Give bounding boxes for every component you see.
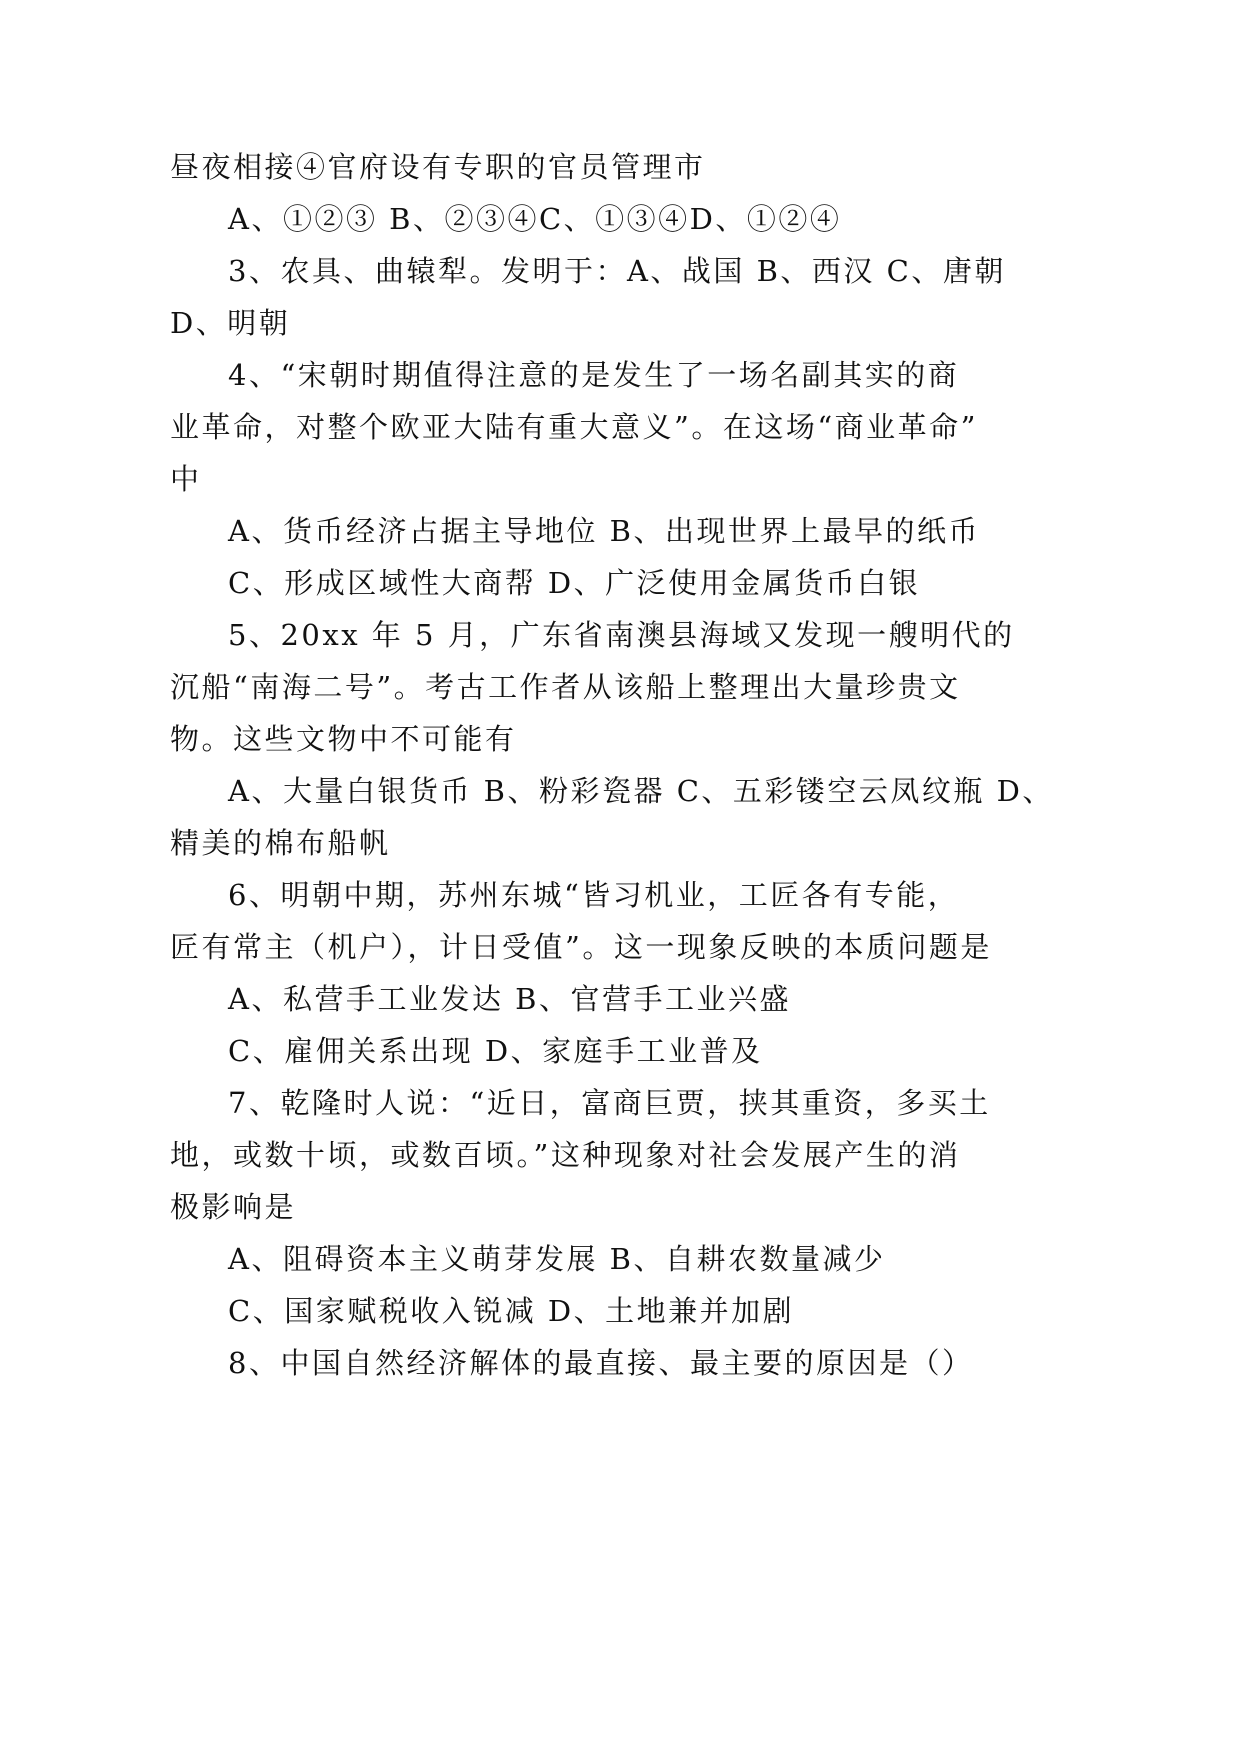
- question-6-line: 6、明朝中期，苏州东城“皆习机业，工匠各有专能，: [228, 878, 960, 912]
- text-line: 匠有常主（机户），计日受值”。这一现象反映的本质问题是: [170, 930, 992, 964]
- text-line: 精美的棉布船帆: [170, 826, 391, 860]
- question-5-line: 5、20xx 年 5 月，广东省南澳县海域又发现一艘明代的: [228, 618, 1015, 652]
- text-line: 中: [170, 462, 202, 496]
- text-line: 沉船“南海二号”。考古工作者从该船上整理出大量珍贵文: [170, 670, 961, 704]
- question-7-line: 7、乾隆时人说：“近日，富商巨贾，挟其重资，多买土: [228, 1086, 991, 1120]
- text-line: 物。这些文物中不可能有: [170, 722, 517, 756]
- text-line: 昼夜相接④官府设有专职的官员管理市: [170, 150, 706, 184]
- answer-options-line: C、雇佣关系出现 D、家庭手工业普及: [228, 1034, 763, 1068]
- answer-options-line: A、大量白银货币 B、粉彩瓷器 C、五彩镂空云凤纹瓶 D、: [228, 774, 1054, 808]
- text-line: 地，或数十顷，或数百顷。”这种现象对社会发展产生的消: [170, 1138, 961, 1172]
- answer-options-line: A、货币经济占据主导地位 B、出现世界上最早的纸币: [228, 514, 980, 548]
- answer-options-line: A、阻碍资本主义萌芽发展 B、自耕农数量减少: [228, 1242, 886, 1276]
- answer-options-line: C、形成区域性大商帮 D、广泛使用金属货币白银: [228, 566, 921, 600]
- answer-options-line: C、国家赋税收入锐减 D、土地兼并加剧: [228, 1294, 795, 1328]
- question-8-line: 8、中国自然经济解体的最直接、最主要的原因是（）: [228, 1346, 974, 1380]
- answer-options-line: A、私营手工业发达 B、官营手工业兴盛: [228, 982, 791, 1016]
- text-line: D、明朝: [170, 306, 291, 340]
- question-4-line: 4、“宋朝时期值得注意的是发生了一场名副其实的商: [228, 358, 960, 392]
- answer-options-line: A、①②③ B、②③④C、①③④D、①②④: [228, 202, 842, 236]
- text-line: 极影响是: [170, 1190, 297, 1224]
- question-3-line: 3、农具、曲辕犁。发明于：A、战国 B、西汉 C、唐朝: [228, 254, 1006, 288]
- text-line: 业革命，对整个欧亚大陆有重大意义”。在这场“商业革命”: [170, 410, 978, 444]
